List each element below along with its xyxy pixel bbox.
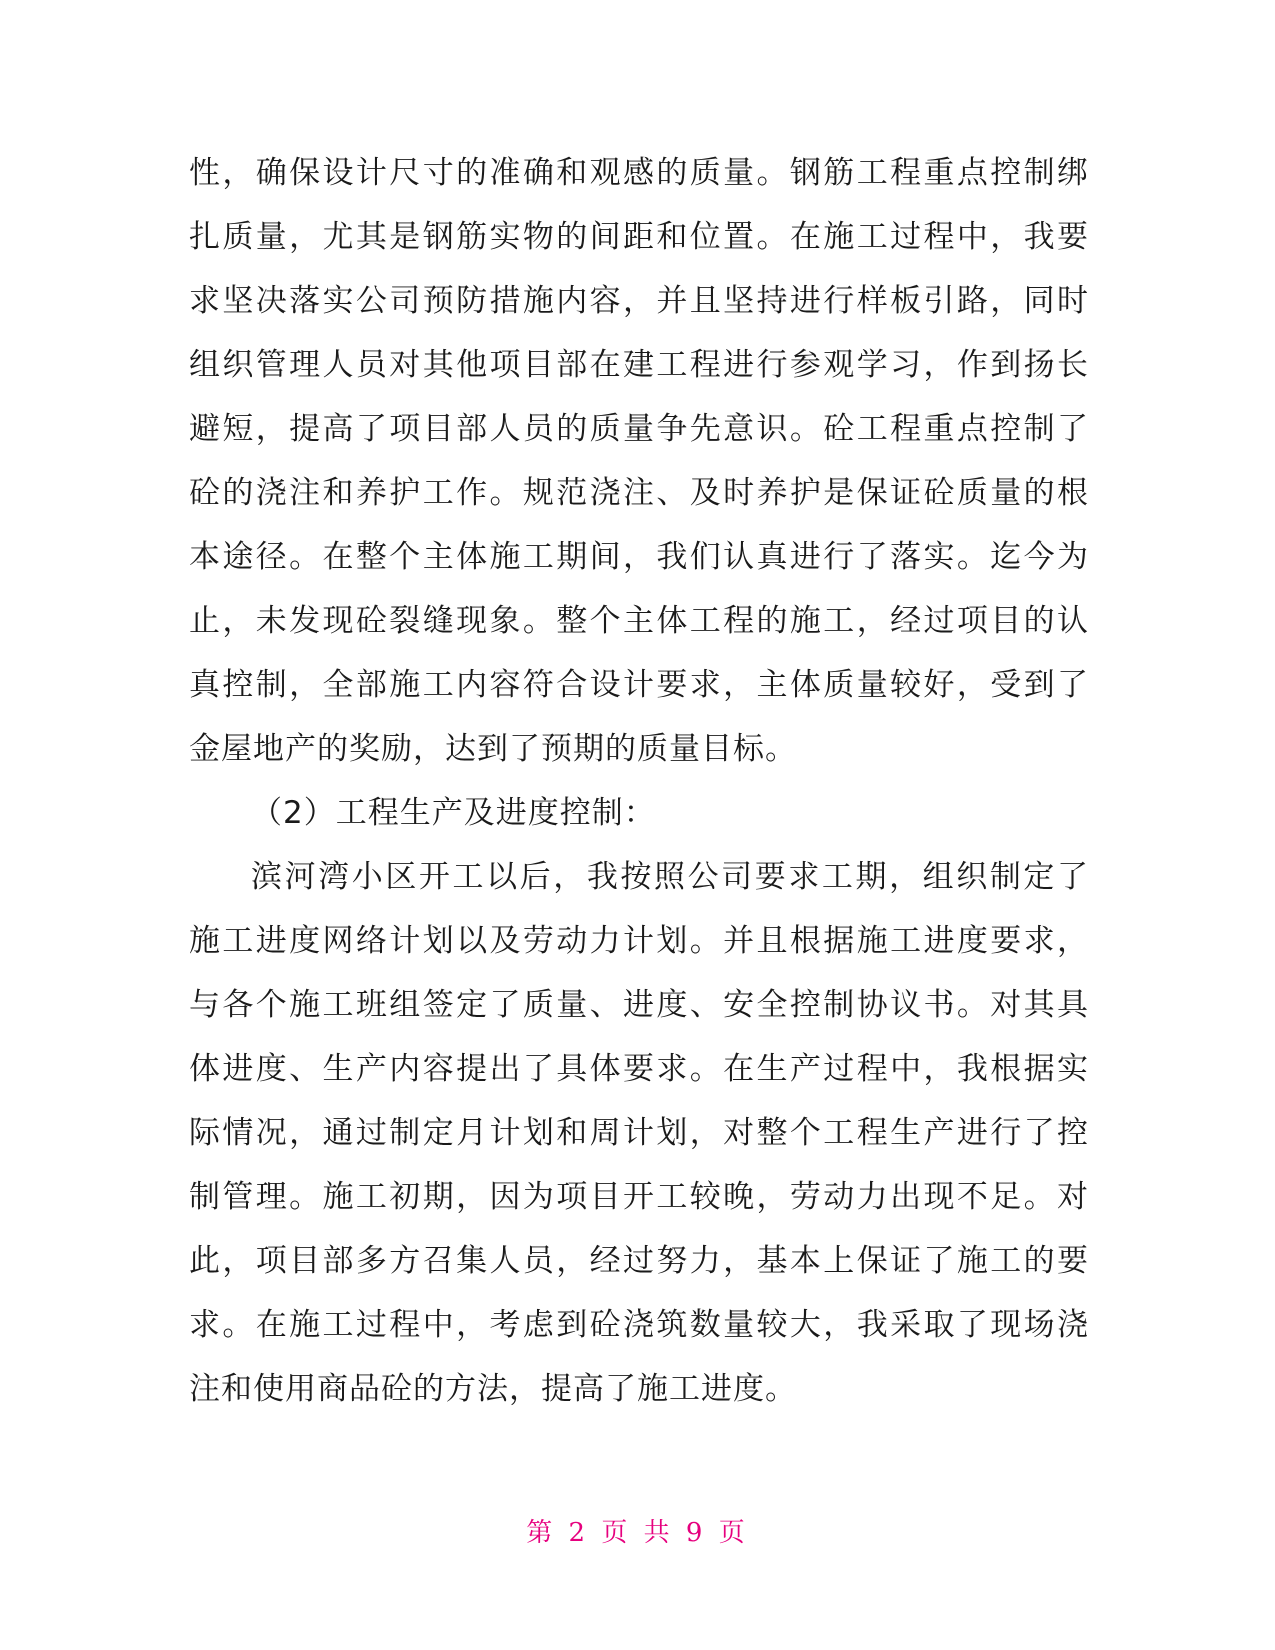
- paragraph-1-line: 真控制，全部施工内容符合设计要求，主体质量较好，受到了: [189, 667, 1089, 703]
- paragraph-2-line: 与各个施工班组签定了质量、进度、安全控制协议书。对其具: [189, 987, 1089, 1023]
- paragraph-2-line: 际情况，通过制定月计划和周计划，对整个工程生产进行了控: [189, 1115, 1089, 1151]
- paragraph-1-line: 止，未发现砼裂缝现象。整个主体工程的施工，经过项目的认: [189, 603, 1089, 639]
- paragraph-1-line: 本途径。在整个主体施工期间，我们认真进行了落实。迄今为: [189, 539, 1089, 575]
- paragraph-1-line: 砼的浇注和养护工作。规范浇注、及时养护是保证砼质量的根: [189, 475, 1089, 511]
- paragraph-2-line: 注和使用商品砼的方法，提高了施工进度。: [189, 1371, 797, 1407]
- paragraph-2-line: 制管理。施工初期，因为项目开工较晚，劳动力出现不足。对: [189, 1179, 1089, 1215]
- paragraph-1-line: 避短，提高了项目部人员的质量争先意识。砼工程重点控制了: [189, 411, 1089, 447]
- paragraph-1-line: 金屋地产的奖励，达到了预期的质量目标。: [189, 731, 797, 767]
- paragraph-2-line: 此，项目部多方召集人员，经过努力，基本上保证了施工的要: [189, 1243, 1089, 1279]
- paragraph-1-line: 扎质量，尤其是钢筋实物的间距和位置。在施工过程中，我要: [189, 219, 1089, 255]
- paragraph-2-line: 滨河湾小区开工以后，我按照公司要求工期，组织制定了: [251, 859, 1089, 895]
- paragraph-2-line: 体进度、生产内容提出了具体要求。在生产过程中，我根据实: [189, 1051, 1089, 1087]
- section-heading: （2）工程生产及进度控制：: [251, 795, 656, 831]
- page-number-footer: 第 2 页 共 9 页: [526, 1518, 749, 1548]
- document-body: [189, 141, 1089, 1421]
- paragraph-2-line: 求。在施工过程中，考虑到砼浇筑数量较大，我采取了现场浇: [189, 1307, 1089, 1343]
- paragraph-1-line: 性，确保设计尺寸的准确和观感的质量。钢筋工程重点控制绑: [189, 155, 1089, 191]
- paragraph-2-line: 施工进度网络计划以及劳动力计划。并且根据施工进度要求，: [189, 923, 1089, 959]
- paragraph-1-line: 求坚决落实公司预防措施内容，并且坚持进行样板引路，同时: [189, 283, 1089, 319]
- paragraph-1-line: 组织管理人员对其他项目部在建工程进行参观学习，作到扬长: [189, 347, 1089, 383]
